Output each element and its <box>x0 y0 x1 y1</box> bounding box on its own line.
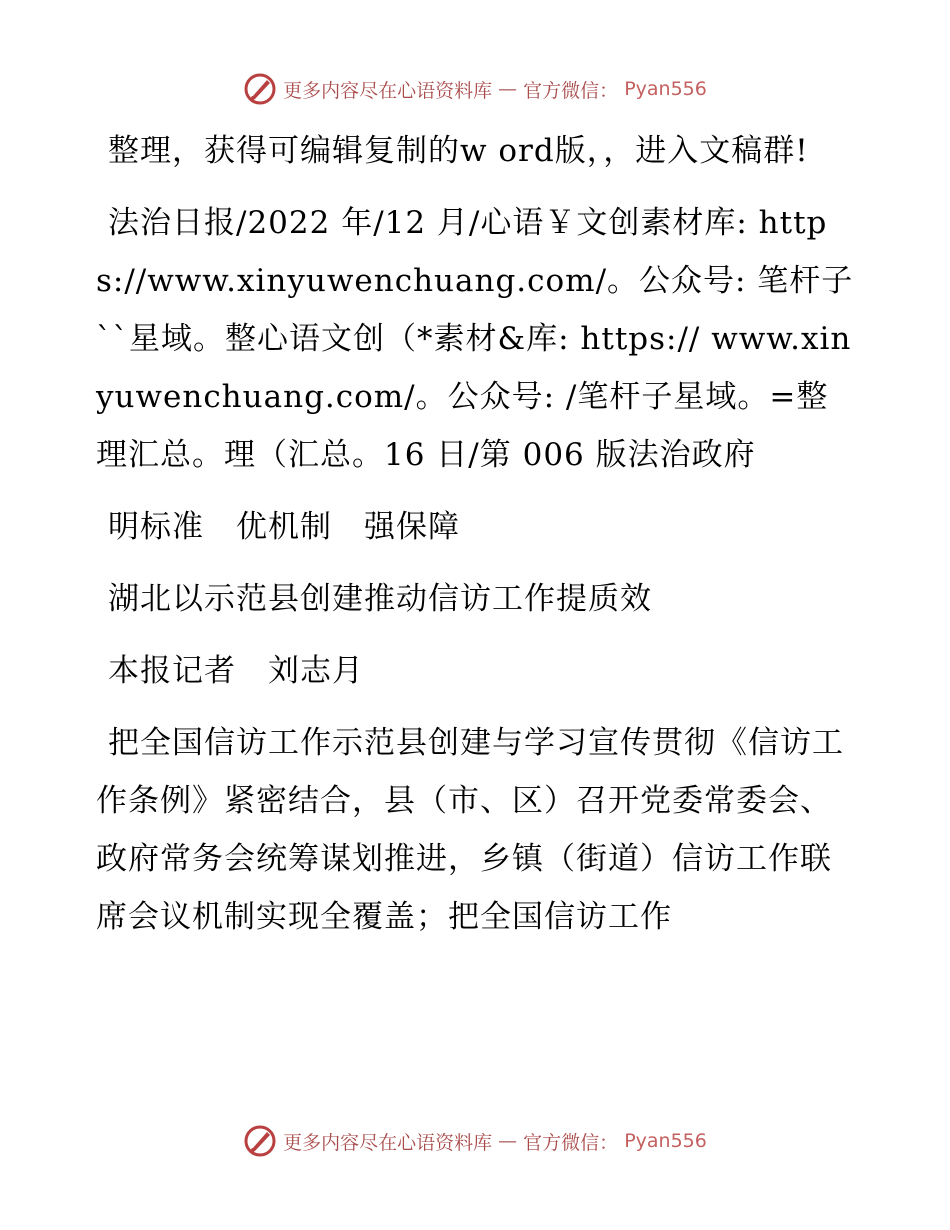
pen-circle-logo-icon <box>243 1124 277 1158</box>
banner-separator: — <box>498 1130 518 1152</box>
paragraph-intro: 整理，获得可编辑复制的w ord版，，进入文稿群! <box>108 133 809 169</box>
banner-separator: — <box>498 78 518 100</box>
paragraph-source: 法治日报/2022 年/12 月/心语￥文创素材库: https://www.xinyuwenchuang.com/。公众号: 笔杆子``星域。整心语文创（*素材&库: https:// www.xinyuwenchuang.com/。公众号: /笔杆子星域。=整理汇总。理（汇总。16 日/第 006 版法治政府 <box>96 205 854 473</box>
paragraph-byline: 本报记者 刘志月 <box>108 653 364 689</box>
paragraph-subheading: 明标准 优机制 强保障 <box>108 509 460 545</box>
paragraph-body: 把全国信访工作示范县创建与学习宣传贯彻《信访工作条例》紧密结合，县（市、区）召开党委常委会、政府常务会统筹谋划推进，乡镇（街道）信访工作联席会议机制实现全覆盖；把全国信访工作 <box>96 725 844 935</box>
banner-contact-label: 官方微信： <box>523 1131 619 1154</box>
banner-contact-id: Pyan556 <box>624 78 707 100</box>
document-body <box>96 122 856 960</box>
banner-site-text: 更多内容尽在心语资料库 <box>283 1131 493 1154</box>
banner-contact-id: Pyan556 <box>624 1130 707 1152</box>
banner-site-text: 更多内容尽在心语资料库 <box>283 79 493 102</box>
footer-watermark-banner <box>0 1124 950 1158</box>
pen-circle-logo-icon <box>243 72 277 106</box>
banner-contact-label: 官方微信： <box>523 79 619 102</box>
header-watermark-banner <box>0 72 950 106</box>
paragraph-headline: 湖北以示范县创建推动信访工作提质效 <box>108 581 652 617</box>
